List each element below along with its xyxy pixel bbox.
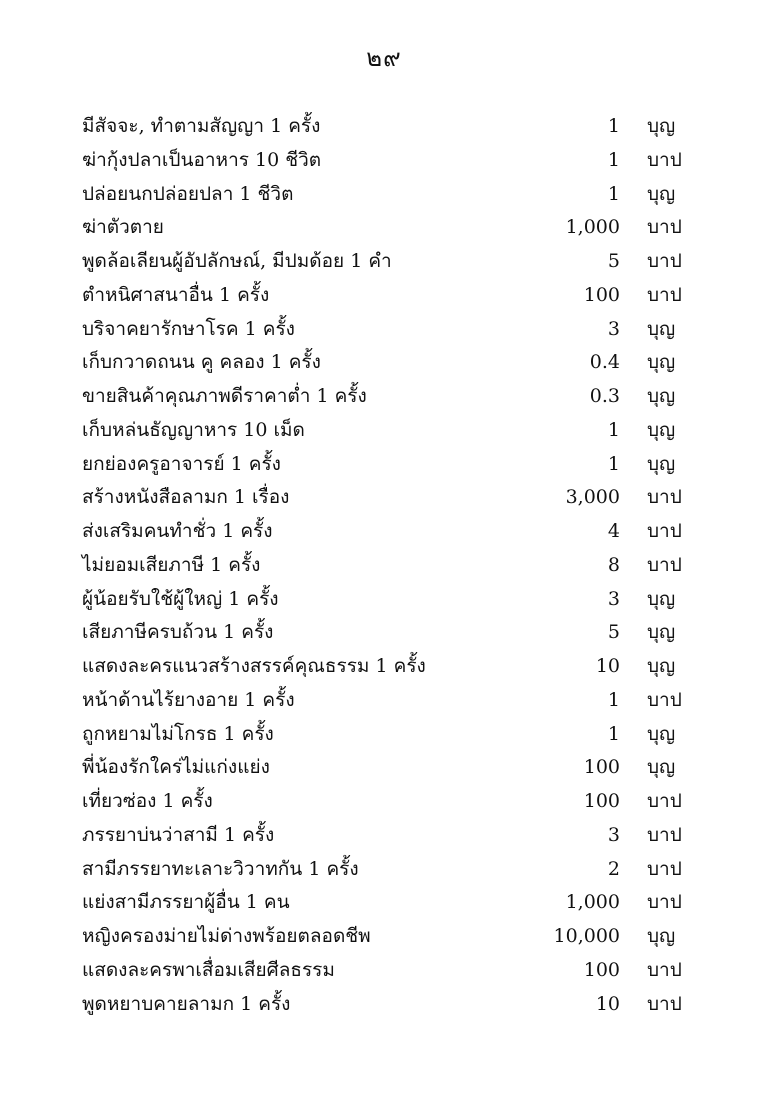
entry-description: สามีภรรยาทะเลาะวิวาทกัน 1 ครั้ง xyxy=(82,857,359,880)
entry-value: 10 xyxy=(595,655,620,677)
entry-value: 5 xyxy=(607,621,620,644)
entry-kind: บาป xyxy=(647,520,682,542)
entry-value: 1 xyxy=(607,688,620,711)
entry-value: 1,000 xyxy=(565,216,620,239)
entry-kind: บุญ xyxy=(647,655,676,677)
entry-kind: บาป xyxy=(647,148,682,171)
list-item xyxy=(82,448,692,482)
entry-kind: บุญ xyxy=(647,115,676,137)
list-item xyxy=(82,178,692,212)
entry-value: 10,000 xyxy=(553,925,620,947)
page-number: ๒๙ xyxy=(366,44,402,72)
list-item xyxy=(82,211,692,245)
entry-kind: บุญ xyxy=(647,756,676,779)
entry-kind: บุญ xyxy=(647,621,676,644)
entry-description: เก็บกวาดถนน คู คลอง 1 ครั้ง xyxy=(82,351,321,374)
entry-value: 3 xyxy=(607,587,620,610)
list-item xyxy=(82,616,692,650)
entry-kind: บาป xyxy=(647,216,682,239)
list-item xyxy=(82,245,692,279)
list-item xyxy=(82,718,692,752)
list-item xyxy=(82,650,692,684)
entry-value: 4 xyxy=(607,520,620,542)
list-item xyxy=(82,988,692,1022)
entry-value: 2 xyxy=(607,857,620,880)
entry-value: 5 xyxy=(607,250,620,272)
entry-value: 3,000 xyxy=(565,486,620,509)
entry-value: 3 xyxy=(607,317,620,340)
entry-kind: บุญ xyxy=(647,317,676,340)
entry-description: เที่ยวซ่อง 1 ครั้ง xyxy=(82,790,213,812)
entry-kind: บาป xyxy=(647,823,682,846)
entry-description: เก็บหล่นธัญญาหาร 10 เม็ด xyxy=(82,418,305,441)
entry-kind: บาป xyxy=(647,958,682,981)
entry-kind: บุญ xyxy=(647,385,676,407)
entry-value: 1 xyxy=(607,418,620,441)
entry-kind: บาป xyxy=(647,250,682,272)
entry-description: ถูกหยามไม่โกรธ 1 ครั้ง xyxy=(82,722,274,745)
entry-description: ไม่ยอมเสียภาษี 1 ครั้ง xyxy=(82,553,261,576)
entry-kind: บุญ xyxy=(647,925,676,947)
entry-description: ยกย่องครูอาจารย์ 1 ครั้ง xyxy=(82,452,281,475)
entry-kind: บุญ xyxy=(647,418,676,441)
entry-description: ตำหนิศาสนาอื่น 1 ครั้ง xyxy=(82,283,270,306)
entry-description: เสียภาษีครบถ้วน 1 ครั้ง xyxy=(82,621,274,644)
list-item xyxy=(82,684,692,718)
list-item xyxy=(82,481,692,515)
entry-value: 1 xyxy=(607,722,620,745)
entry-kind: บาป xyxy=(647,891,682,914)
entry-kind: บาป xyxy=(647,857,682,880)
entry-value: 100 xyxy=(583,756,620,779)
list-item xyxy=(82,313,692,347)
entry-description: ขายสินค้าคุณภาพดีราคาต่ำ 1 ครั้ง xyxy=(82,385,367,407)
entry-kind: บาป xyxy=(647,283,682,306)
entry-kind: บาป xyxy=(647,688,682,711)
entry-description: ส่งเสริมคนทำชั่ว 1 ครั้ง xyxy=(82,520,273,542)
entry-kind: บาป xyxy=(647,790,682,812)
list-item xyxy=(82,886,692,920)
list-item xyxy=(82,785,692,819)
entry-description: หน้าด้านไร้ยางอาย 1 ครั้ง xyxy=(82,688,295,711)
entry-value: 1 xyxy=(607,452,620,475)
entry-value: 3 xyxy=(607,823,620,846)
entry-kind: บาป xyxy=(647,992,682,1015)
list-item xyxy=(82,853,692,887)
entry-kind: บุญ xyxy=(647,452,676,475)
entry-description: แย่งสามีภรรยาผู้อื่น 1 คน xyxy=(82,891,290,914)
entry-value: 100 xyxy=(583,958,620,981)
list-item xyxy=(82,920,692,954)
entry-description: แสดงละครแนวสร้างสรรค์คุณธรรม 1 ครั้ง xyxy=(82,655,426,677)
list-item xyxy=(82,515,692,549)
entry-value: 100 xyxy=(583,283,620,306)
entry-description: พูดหยาบคายลามก 1 ครั้ง xyxy=(82,992,291,1015)
entry-description: ฆ่ากุ้งปลาเป็นอาหาร 10 ชีวิต xyxy=(82,148,322,171)
entry-description: ฆ่าตัวตาย xyxy=(82,216,164,239)
entry-description: บริจาคยารักษาโรค 1 ครั้ง xyxy=(82,317,295,340)
entry-description: พี่น้องรักใคร่ไม่แก่งแย่ง xyxy=(82,756,270,779)
entry-value: 1 xyxy=(607,115,620,137)
entry-kind: บุญ xyxy=(647,587,676,610)
entry-description: ภรรยาบ่นว่าสามี 1 ครั้ง xyxy=(82,823,275,846)
entry-description: สร้างหนังสือลามก 1 เรื่อง xyxy=(82,486,290,509)
entry-description: หญิงครองม่ายไม่ด่างพร้อยตลอดชีพ xyxy=(82,925,371,947)
list-item xyxy=(82,414,692,448)
entry-value: 0.3 xyxy=(589,385,620,407)
entry-description: มีสัจจะ, ทำตามสัญญา 1 ครั้ง xyxy=(82,115,321,137)
entry-kind: บุญ xyxy=(647,182,676,205)
entry-value: 10 xyxy=(595,992,620,1015)
entry-value: 0.4 xyxy=(589,351,620,374)
entry-kind: บุญ xyxy=(647,351,676,374)
list-item xyxy=(82,819,692,853)
entry-kind: บาป xyxy=(647,553,682,576)
entry-value: 8 xyxy=(607,553,620,576)
list-item xyxy=(82,954,692,988)
list-item xyxy=(82,110,692,144)
entry-description: ผู้น้อยรับใช้ผู้ใหญ่ 1 ครั้ง xyxy=(82,587,279,610)
entry-value: 1 xyxy=(607,148,620,171)
list-item xyxy=(82,144,692,178)
merit-demerit-list xyxy=(82,110,692,1021)
list-item xyxy=(82,751,692,785)
entry-kind: บาป xyxy=(647,486,682,509)
entry-description: พูดล้อเลียนผู้อัปลักษณ์, มีปมด้อย 1 คำ xyxy=(82,250,392,272)
entry-value: 1 xyxy=(607,182,620,205)
entry-kind: บุญ xyxy=(647,722,676,745)
entry-description: แสดงละครพาเสื่อมเสียศีลธรรม xyxy=(82,958,335,981)
list-item xyxy=(82,279,692,313)
list-item xyxy=(82,549,692,583)
entry-description: ปล่อยนกปล่อยปลา 1 ชีวิต xyxy=(82,182,294,205)
list-item xyxy=(82,380,692,414)
list-item xyxy=(82,346,692,380)
entry-value: 100 xyxy=(583,790,620,812)
list-item xyxy=(82,583,692,617)
entry-value: 1,000 xyxy=(565,891,620,914)
